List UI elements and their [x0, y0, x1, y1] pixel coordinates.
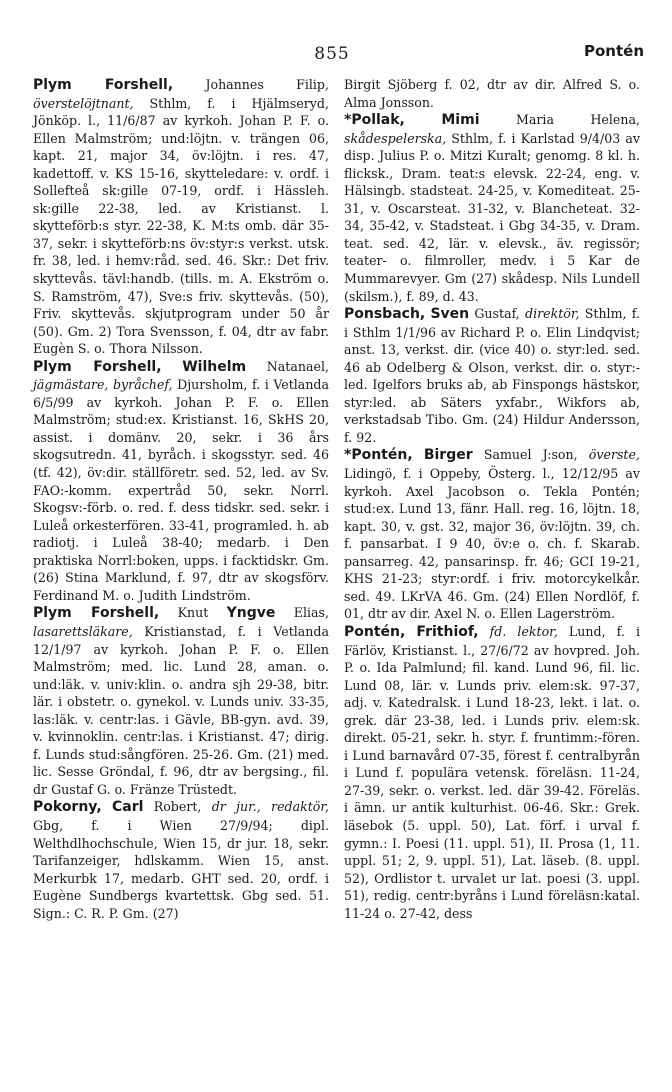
entry-given-names-bold: Yngve: [226, 605, 276, 622]
entry-given-names-rest: Elias,: [293, 605, 329, 621]
entry-surname: Pontén,: [344, 623, 406, 640]
entry-text: Sthlm, f. i Hjälmseryd, Jönköp. l., 11/6/87 av kyrkoh. Johan P. F. o. Ellen Malmström; und:löjtn. v. trängen 06, kapt. 21, major 34, öv:löjtn. i res. 47, kadettoff. v. KS 15-16, skytteledare: v. ordf. i Sollefteå sk:gille 07-19, ordf. i Hässleh. sk:gille 22-38, led. av Kristianst. l. skytteförb:s styr. 22-38, K. M:ts omb. där 35-37, sekr. i skytteförb:ns öv:styr:s verkst. utsk. fr. 38, led. i hemv:råd. sed. 46. Skr.: Det friv. skyttevås. tävl:handb. (tills. m. A. Ekström o. S. Ramström, 47), Sve:s friv. skyttevås. (50), Friv. skyttevås. skjutprogram under 50 år (50). Gm. 2) Tora Svensson, f. 04, dtr av fabr. Eugèn S. o. Thora Nilsson.: [33, 95, 329, 357]
entry-given-names-rest: Samuel J:son,: [483, 447, 578, 463]
entry-given-names-rest: Gustaf,: [474, 306, 520, 322]
entry-title: fd. lektor,: [489, 623, 558, 639]
entry: [344, 111, 640, 305]
entry-surname: *Pontén,: [344, 447, 413, 464]
entry: [344, 446, 640, 622]
entry-given-names: Frithiof,: [416, 623, 479, 640]
entry-given-names: Johannes Filip,: [205, 77, 329, 92]
entry-title: jägmästare, byråchef,: [33, 377, 173, 393]
entry-surname: Pokorny,: [33, 799, 102, 816]
entry-title: lasarettsläkare,: [33, 623, 133, 639]
entry-text: Kristianstad, f. i Vetlanda 12/1/97 av kyrkoh. Johan P. F. o. Ellen Malmström; med. lic. Lund 28, aman. o. und:läk. v. univ:klin. o. andra sjh 29-38, bitr. lär. i obstetr. o. gynekol. v. Lunds univ. 33-35, las:läk. v. centr:las. i Gävle, BB-gyn. avd. 39, v. kvinnoklin. centr:las. i Kristianst. 47; dirig. f. Lunds stud:sångfören. 25-26. Gm. (21) med. lic. Sesse Gröndal, f. 96, dtr av bergsing., fil. dr Gustaf G. o. Fränze Trüstedt.: [33, 623, 329, 797]
entry-given-names: Wilhelm: [182, 358, 247, 375]
entry-title: skådespelerska,: [344, 130, 447, 146]
entry-title: överstelöjtnant,: [33, 95, 134, 111]
entry-given-names-rest: Maria Helena,: [516, 112, 640, 128]
entry-text: Sthlm, f. i Karlstad 9/4/03 av disp. Julius P. o. Mitzi Kuralt; genomg. 8 kl. h. flicksk., Dram. teat:s elevsk. 22-24, eng. v. Hälsingb. stadsteat. 24-25, v. Komediteat. 25-31, v. Oscarsteat. 31-32, v. Blancheteat. 32-34, 35-42, v. Stadsteat. i Gbg 34-35, v. Dram. teat. sed. 42, lär. v. elevsk., äv. regissör; teater- o. filmroller, medv. i 5 Kar de Mummarevyer. Gm (27) skådesp. Nils Lundell (skilsm.), f. 89, d. 43.: [344, 130, 640, 304]
running-head: Pontén: [584, 42, 644, 60]
entry-given-names: Carl: [111, 799, 144, 816]
entry-given-names: Sven: [430, 306, 470, 323]
left-column: [33, 76, 329, 922]
entry-text: Lund, f. i Färlöv, Kristianst. l., 27/6/72 av hovpred. Joh. P. o. Ida Palmlund; fil. kand. Lund 96, fil. lic. Lund 08, lär. v. Lunds priv. elem:sk. 97-37, adj. v. Katedralsk. i Lund 18-23, lekt. i lat. o. grek. där 23-38, led. i Lunds priv. elem:sk. direkt. 05-21, sekr. h. styr. f. fruntimm:-fören. i Lund barnavård 07-35, förest f. centralbyrån i Lund f. populära vetensk. föreläsn. 11-24, 27-39, sekr. o. verkst. led. där 39-42. Föreläs. i ämn. ur antik kulturhist. 06-46. Skr.: Grek. läsebok (5. uppl. 50), Lat. förf. i urval f. gymn.: I. Poesi (11. uppl. 51), II. Prosa (1, 11. uppl. 51; 2, 9. uppl. 51), Lat. läseb. (8. uppl. 52), Ordlistor t. urvalet ur lat. poesi (3. uppl. 51), redig. centr:byråns i Lund föreläsn:katal. 11-24 o. 27-42, dess: [344, 623, 640, 921]
entry-surname: Ponsbach,: [344, 306, 426, 323]
entry-surname: Plym Forshell,: [33, 77, 174, 93]
entry-surname: Plym Forshell,: [33, 358, 162, 375]
entry: [33, 798, 329, 922]
entry: [344, 305, 640, 446]
entry-text: Sthlm, f. i Sthlm 1/1/96 av Richard P. o. Elin Lindqvist; anst. 13, verkst. dir. (vice 40) o. styr:led. sed. 46 ab Odelberg & Olson, verkst. dir. o. styr:-led. Igelfors bruks ab, ab Finspongs hästskor, styr:led. ab Säters yxfabr., Wikfors ab, verkstadsab Tibo. Gm. (24) Hildur Andersson, f. 92.: [344, 306, 640, 445]
entry-title: dr jur., redaktör,: [211, 799, 330, 815]
right-column: [344, 76, 640, 922]
entry: [344, 623, 640, 922]
entry-given-names: Knut: [177, 605, 209, 621]
entry-title: direktör,: [525, 306, 580, 322]
entry-text: Gbg, f. i Wien 27/9/94; dipl. Welthdlhochschule, Wien 15, dr jur. 18, sekr. Tarifanzeiger, hdlskamm. Wien 15, anst. Merkurbk 17, medarb. GHT sed. 20, ordf. i Eugène Sundbergs kvartettsk. Gbg sed. 51. Sign.: C. R. P. Gm. (27): [33, 817, 329, 921]
entry: [33, 604, 329, 798]
entry-text: Lidingö, f. i Oppeby, Österg. l., 12/12/95 av kyrkoh. Axel Jacobson o. Tekla Pontén; stud:ex. Lund 13, fänr. Hall. reg. 16, löjtn. 18, kapt. 30, v. gst. 32, major 36, öv:löjtn. 39, ch. f. pansarbat. I 9 40, öv:e o. ch. f. Skarab. pansarreg. 42, pansarinsp. fr. 46; GCI 19-21, KHS 21-23; styr:ordf. i friv. motorcykelkår. sed. 49. LKrVA 46. Gm. (24) Ellen Nordlöf, f. 01, dtr av dir. Axel N. o. Ellen Lagerström.: [344, 466, 640, 622]
entry: [33, 358, 329, 605]
entry-surname: *Pollak,: [344, 112, 405, 129]
entry-surname: Plym Forshell,: [33, 605, 160, 622]
entry-given-names-rest: Natanael,: [266, 358, 329, 374]
entry-given-names-rest: Robert,: [153, 799, 202, 815]
entry-continuation: [344, 76, 640, 111]
entry-text: Birgit Sjöberg f. 02, dtr av dir. Alfred S. o. Alma Jonsson.: [344, 77, 640, 110]
page-number: 855: [314, 44, 350, 64]
entry-text: Djursholm, f. i Vetlanda 6/5/99 av kyrkoh. Johan P. F. o. Ellen Malmström; stud:ex. Kristianst. 16, SkHS 20, assist. i domänv. 20, sekr. i 36 års skogsutredn. 41, byråch. i skogsstyr. sed. 46 (tf. 42), öv:dir. ställföretr. sed. 52, led. av Sv. FAO:-komm. expertråd 50, sekr. Norrl. Skogsv:-förb. o. red. f. dess tidskr. sed. sekr. i Luleå orkesterfören. 33-41, programled. h. ab radiotj. i Luleå 38-40; medarb. i Den praktiska Norrl:boken, upps. i facktidskr. Gm. (26) Stina Marklund, f. 97, dtr av skogsförv. Ferdinand M. o. Judith Lindström.: [33, 377, 329, 603]
entry-title: överste,: [588, 447, 640, 463]
entry-given-names: Birger: [423, 447, 473, 464]
entry-given-names: Mimi: [441, 112, 480, 129]
entry: [33, 76, 329, 358]
